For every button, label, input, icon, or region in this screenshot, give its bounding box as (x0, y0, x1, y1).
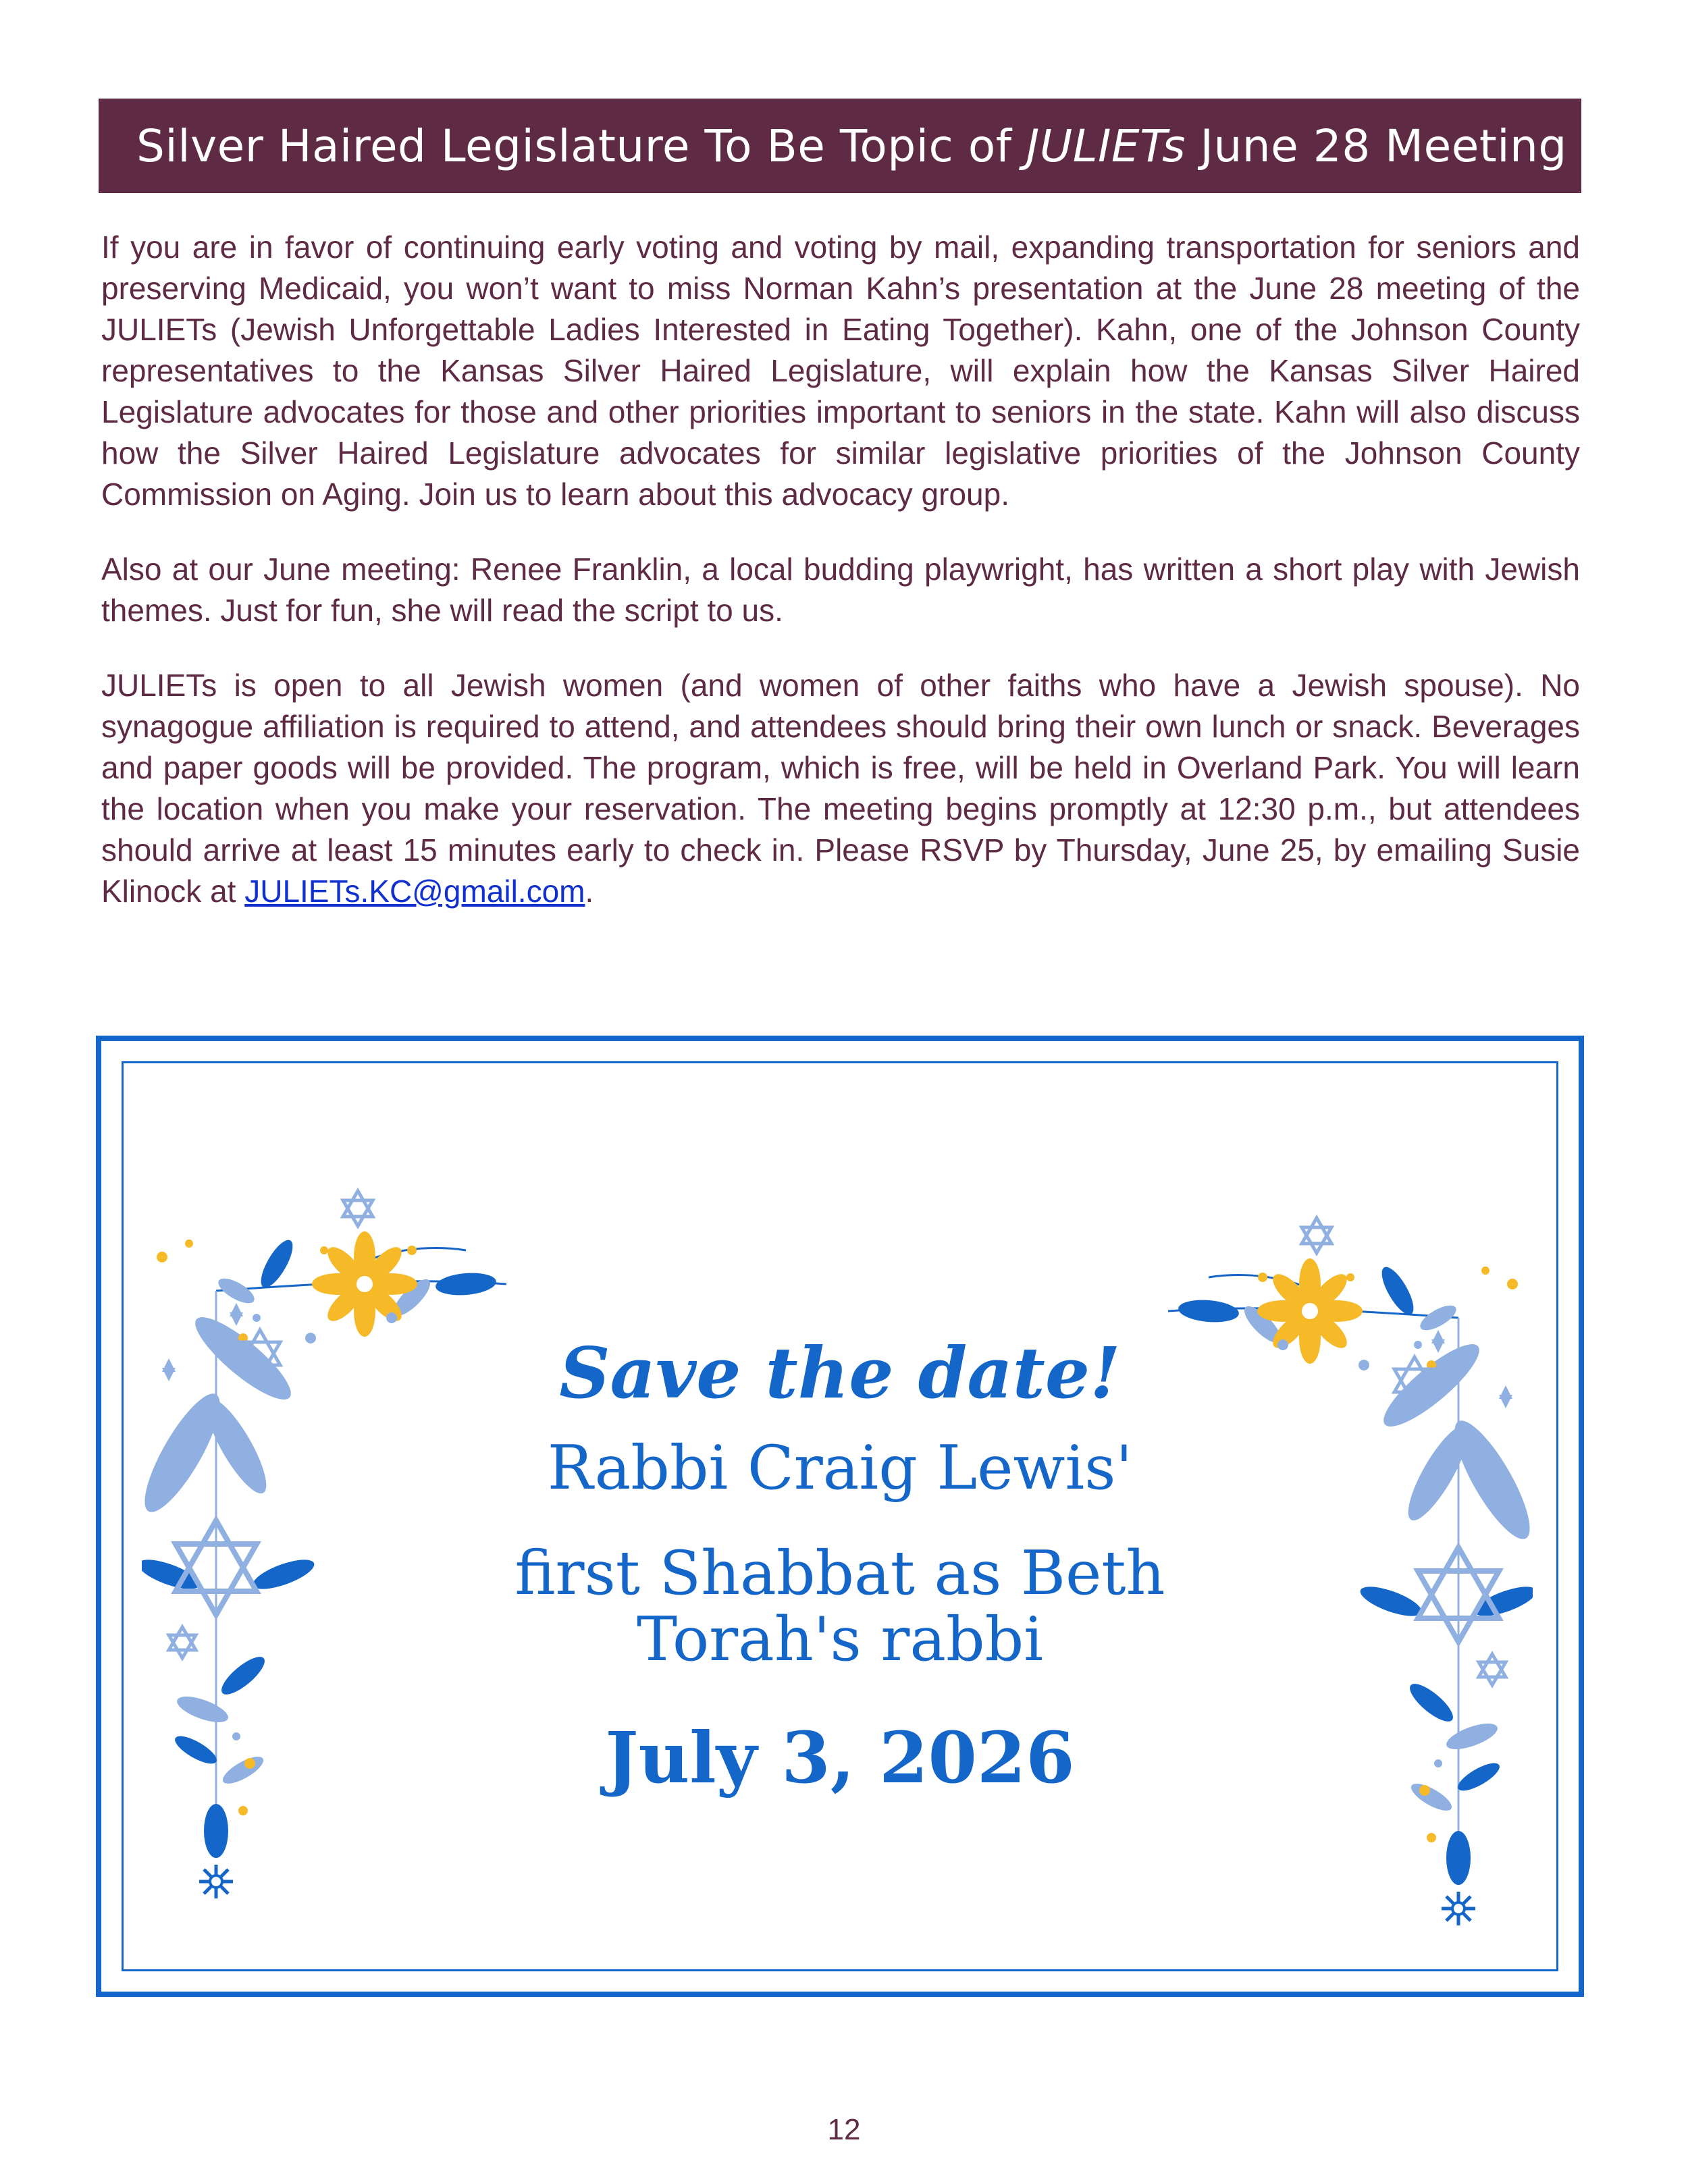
card-line-rabbi: Rabbi Craig Lewis' (547, 1433, 1133, 1503)
page-number: 12 (827, 2113, 861, 2146)
title-text: Silver Haired Legislature To Be Topic of JULIETs June 28 Meeting (136, 119, 1567, 172)
card-line-shabbat: first Shabbat as Beth Torah's rabbi (515, 1538, 1165, 1675)
article-title-banner (99, 99, 1581, 193)
paragraph: JULIETs is open to all Jewish women (and women of other faiths who have a Jewish spouse). No synagogue affiliation is required to attend, and attendees should bring their own lunch or snack. Beverages and paper goods will be provided. The program, which is free, will be held in Overland Park. You will learn the location when you make your reservation. The meeting begins promptly at 12:30 p.m., but attendees should arrive at least 15 minutes early to check in. Please RSVP by Thursday, June 25, by emailing Susie Klinock at JULIETs.KC@gmail.com. (101, 668, 1580, 909)
article-body (101, 227, 1580, 946)
event-date: July 3, 2026 (605, 1716, 1075, 1799)
save-the-date-card (96, 1036, 1584, 1997)
paragraph: Also at our June meeting: Renee Franklin, a local budding playwright, has written a short play with Jewish themes. Just for fun, she will read the script to us. (101, 552, 1580, 628)
paragraph: If you are in favor of continuing early voting and voting by mail, expanding transportation for seniors and preserving Medicaid, you won’t want to miss Norman Kahn’s presentation at the June 28 meeting of the JULIETs (Jewish Unforgettable Ladies Interested in Eating Together). Kahn, one of the Johnson County representatives to the Kansas Silver Haired Legislature, will explain how the Kansas Silver Haired Legislature advocates for those and other priorities important to seniors in the state. Kahn will also discuss how the Silver Haired Legislature advocates for similar legislative priorities of the Johnson County Commission on Aging. Join us to learn about this advocacy group. (101, 230, 1580, 512)
save-the-date-headline: Save the date! (559, 1331, 1121, 1414)
title-italic: JULIETs (1026, 119, 1186, 172)
flower-icon (312, 1231, 417, 1337)
email-link[interactable]: JULIETs.KC@gmail.com (244, 874, 585, 909)
